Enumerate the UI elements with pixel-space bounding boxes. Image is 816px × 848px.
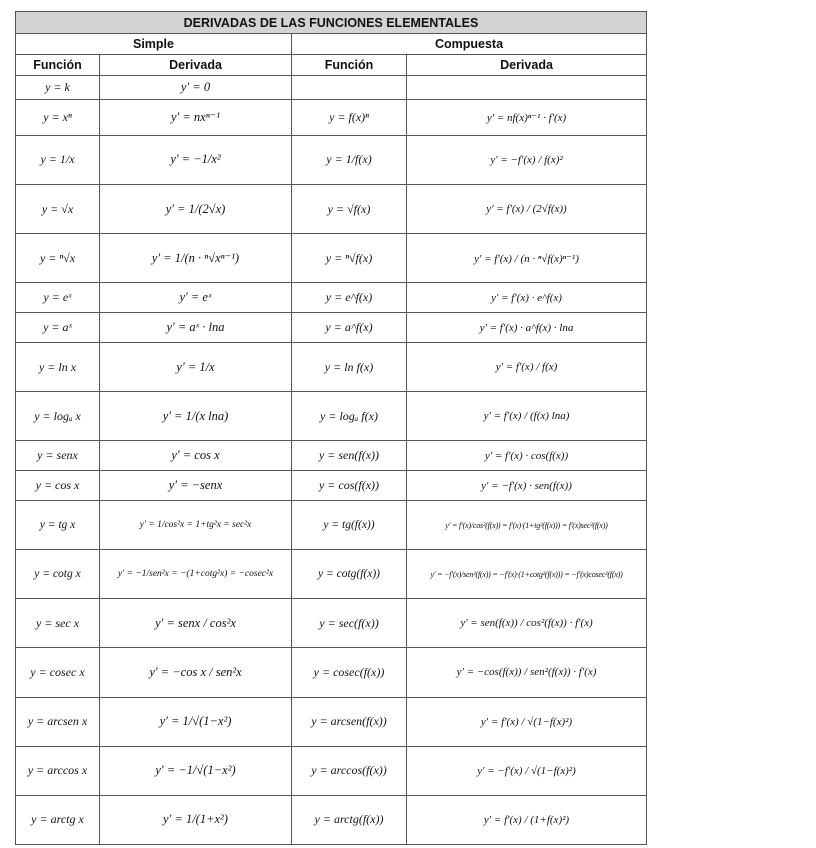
cell-cfn: y = tg(f(x)) bbox=[292, 501, 407, 550]
cell-der: y' = −1/√(1−x²) bbox=[100, 746, 292, 795]
cell-cder: y' = f'(x) · e^f(x) bbox=[407, 283, 647, 313]
cell-cder: y' = f'(x) / (2√f(x)) bbox=[407, 184, 647, 233]
cell-der: y' = eˣ bbox=[100, 283, 292, 313]
cell-fn: y = 1/x bbox=[16, 135, 100, 184]
cell-fn: y = k bbox=[16, 76, 100, 99]
cell-fn: y = arctg x bbox=[16, 795, 100, 844]
cell-fn: y = sec x bbox=[16, 599, 100, 648]
column-function-simple: Función bbox=[16, 54, 100, 75]
table-row bbox=[16, 746, 647, 795]
cell-fn: y = cotg x bbox=[16, 550, 100, 599]
cell-cfn: y = √f(x) bbox=[292, 184, 407, 233]
cell-fn: y = eˣ bbox=[16, 283, 100, 313]
table-row bbox=[16, 392, 647, 441]
cell-cder: y' = nf(x)ⁿ⁻¹ · f'(x) bbox=[407, 99, 647, 135]
cell-der: y' = 1/(x lna) bbox=[100, 392, 292, 441]
cell-fn: y = cosec x bbox=[16, 648, 100, 697]
table-row bbox=[16, 599, 647, 648]
table-row bbox=[16, 648, 647, 697]
table-row bbox=[16, 283, 647, 313]
cell-cder: y' = f'(x) / (f(x) lna) bbox=[407, 392, 647, 441]
cell-cfn: y = e^f(x) bbox=[292, 283, 407, 313]
cell-cfn: y = ⁿ√f(x) bbox=[292, 234, 407, 283]
cell-der: y' = 1/cos²x = 1+tg²x = sec²x bbox=[100, 501, 292, 550]
cell-cfn: y = arccos(f(x)) bbox=[292, 746, 407, 795]
cell-fn: y = logₐ x bbox=[16, 392, 100, 441]
cell-der: y' = 1/x bbox=[100, 343, 292, 392]
cell-cder: y' = sen(f(x)) / cos²(f(x)) · f'(x) bbox=[407, 599, 647, 648]
cell-cder: y' = f'(x) / (1+f(x)²) bbox=[407, 795, 647, 844]
cell-der: y' = 1/(2√x) bbox=[100, 184, 292, 233]
table-row bbox=[16, 343, 647, 392]
table-row bbox=[16, 135, 647, 184]
cell-cfn: y = ln f(x) bbox=[292, 343, 407, 392]
cell-der: y' = 0 bbox=[100, 76, 292, 99]
cell-cder bbox=[407, 76, 647, 99]
cell-der: y' = 1/(n · ⁿ√xⁿ⁻¹) bbox=[100, 234, 292, 283]
column-header-row bbox=[16, 54, 647, 75]
group-compound-header: Compuesta bbox=[292, 34, 647, 54]
table-row bbox=[16, 99, 647, 135]
table-row bbox=[16, 313, 647, 343]
column-derivative-compound: Derivada bbox=[407, 54, 647, 75]
cell-cfn: y = sec(f(x)) bbox=[292, 599, 407, 648]
title-row bbox=[16, 12, 647, 34]
table-row bbox=[16, 471, 647, 501]
table-row bbox=[16, 501, 647, 550]
cell-cder: y' = f'(x) / f(x) bbox=[407, 343, 647, 392]
table-row bbox=[16, 795, 647, 844]
cell-cfn: y = arctg(f(x)) bbox=[292, 795, 407, 844]
cell-cder: y' = −f'(x) / √(1−f(x)²) bbox=[407, 746, 647, 795]
cell-cder: y' = −f'(x)/sen²(f(x)) = −f'(x)·(1+cotg²(f(x))) = −f'(x)cosec²(f(x)) bbox=[407, 550, 647, 599]
table-body bbox=[16, 76, 647, 845]
cell-fn: y = arccos x bbox=[16, 746, 100, 795]
cell-cfn: y = a^f(x) bbox=[292, 313, 407, 343]
cell-der: y' = 1/(1+x²) bbox=[100, 795, 292, 844]
cell-cder: y' = f'(x) / (n · ⁿ√f(x)ⁿ⁻¹) bbox=[407, 234, 647, 283]
cell-cfn: y = cotg(f(x)) bbox=[292, 550, 407, 599]
cell-der: y' = −senx bbox=[100, 471, 292, 501]
cell-der: y' = −cos x / sen²x bbox=[100, 648, 292, 697]
cell-fn: y = ln x bbox=[16, 343, 100, 392]
cell-fn: y = ⁿ√x bbox=[16, 234, 100, 283]
cell-der: y' = aˣ · lna bbox=[100, 313, 292, 343]
table-row bbox=[16, 697, 647, 746]
cell-cfn: y = logₐ f(x) bbox=[292, 392, 407, 441]
cell-cder: y' = f'(x) · a^f(x) · lna bbox=[407, 313, 647, 343]
cell-der: y' = senx / cos²x bbox=[100, 599, 292, 648]
cell-cder: y' = −cos(f(x)) / sen²(f(x)) · f'(x) bbox=[407, 648, 647, 697]
table-row bbox=[16, 234, 647, 283]
cell-cfn bbox=[292, 76, 407, 99]
cell-fn: y = senx bbox=[16, 441, 100, 471]
cell-cder: y' = f'(x) · cos(f(x)) bbox=[407, 441, 647, 471]
column-derivative-simple: Derivada bbox=[100, 54, 292, 75]
cell-cfn: y = cos(f(x)) bbox=[292, 471, 407, 501]
cell-der: y' = 1/√(1−x²) bbox=[100, 697, 292, 746]
cell-fn: y = √x bbox=[16, 184, 100, 233]
cell-fn: y = aˣ bbox=[16, 313, 100, 343]
table-row bbox=[16, 550, 647, 599]
table-row bbox=[16, 76, 647, 99]
table-row bbox=[16, 184, 647, 233]
cell-cfn: y = sen(f(x)) bbox=[292, 441, 407, 471]
cell-cfn: y = cosec(f(x)) bbox=[292, 648, 407, 697]
cell-cder: y' = f'(x)/cos²(f(x)) = f'(x)·(1+tg²(f(x))) = f'(x)sec²(f(x)) bbox=[407, 501, 647, 550]
group-header-row bbox=[16, 34, 647, 54]
cell-der: y' = −1/sen²x = −(1+cotg²x) = −cosec²x bbox=[100, 550, 292, 599]
cell-der: y' = cos x bbox=[100, 441, 292, 471]
column-function-compound: Función bbox=[292, 54, 407, 75]
cell-cder: y' = f'(x) / √(1−f(x)²) bbox=[407, 697, 647, 746]
cell-fn: y = xⁿ bbox=[16, 99, 100, 135]
cell-cfn: y = 1/f(x) bbox=[292, 135, 407, 184]
cell-cfn: y = f(x)ⁿ bbox=[292, 99, 407, 135]
cell-cder: y' = −f'(x) / f(x)² bbox=[407, 135, 647, 184]
table-row bbox=[16, 441, 647, 471]
cell-fn: y = tg x bbox=[16, 501, 100, 550]
group-simple-header: Simple bbox=[16, 34, 292, 54]
derivatives-table bbox=[15, 11, 647, 845]
table-title: DERIVADAS DE LAS FUNCIONES ELEMENTALES bbox=[16, 12, 647, 34]
cell-cder: y' = −f'(x) · sen(f(x)) bbox=[407, 471, 647, 501]
cell-fn: y = arcsen x bbox=[16, 697, 100, 746]
cell-der: y' = nxⁿ⁻¹ bbox=[100, 99, 292, 135]
cell-cfn: y = arcsen(f(x)) bbox=[292, 697, 407, 746]
cell-der: y' = −1/x² bbox=[100, 135, 292, 184]
cell-fn: y = cos x bbox=[16, 471, 100, 501]
